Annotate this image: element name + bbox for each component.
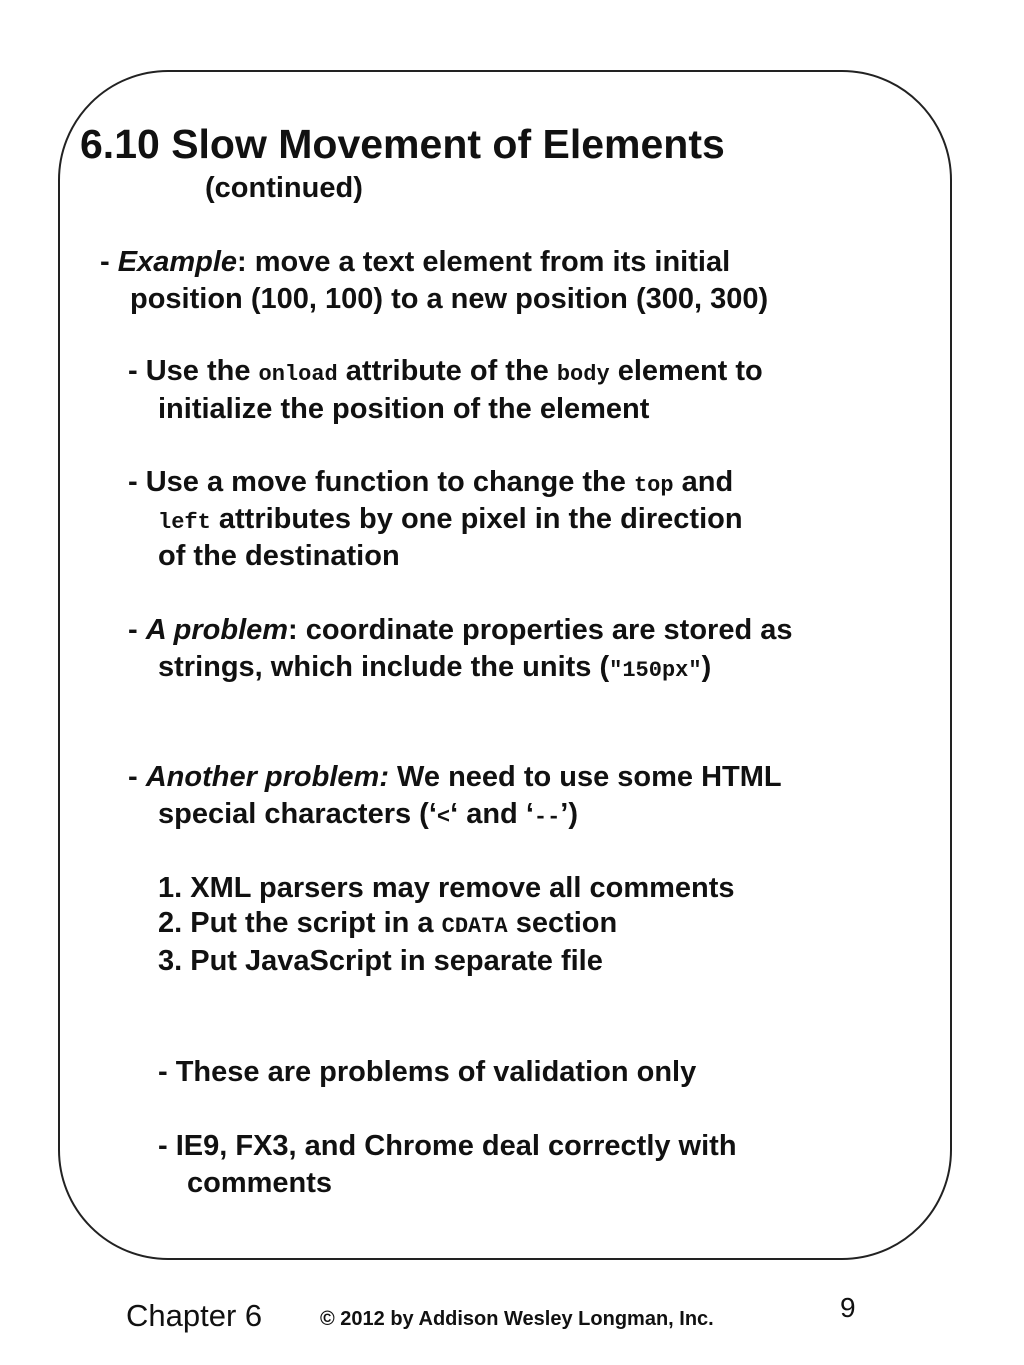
- code-cdata: CDATA: [441, 914, 508, 939]
- numbered-item-2-pre: 2. Put the script in a: [158, 907, 442, 939]
- move-bullet-line-1: [128, 464, 733, 504]
- footer-copyright: © 2012 by Addison Wesley Longman, Inc.: [320, 1308, 714, 1330]
- another-line-2-pre: special characters (‘: [158, 798, 437, 830]
- move-bullet-line-3: of the destination: [158, 540, 400, 572]
- slide-title: 6.10 Slow Movement of Elements: [80, 121, 725, 167]
- problem-text: : coordinate properties are stored as: [288, 614, 793, 646]
- another-bullet-line-2: [158, 796, 578, 836]
- example-line-2: position (100, 100) to a new position (300, 300): [130, 283, 769, 315]
- onload-bullet-mid: attribute of the: [337, 355, 557, 387]
- browser-note-line-1: - IE9, FX3, and Chrome deal correctly with: [158, 1130, 737, 1162]
- code-top: top: [633, 473, 674, 498]
- footer-page-number: 9: [840, 1292, 856, 1323]
- char-double-dash: --: [533, 805, 561, 830]
- example-label: Example: [117, 246, 238, 278]
- char-less-than: <: [436, 805, 451, 830]
- onload-bullet-line-2: initialize the position of the element: [158, 393, 650, 425]
- slide-subtitle: (continued): [205, 172, 363, 204]
- onload-bullet-line-1: [128, 353, 763, 393]
- problem-dash: -: [128, 614, 146, 646]
- problem-bullet-line-2: [158, 649, 711, 689]
- problem-line-2-pre: strings, which include the units (: [158, 651, 610, 683]
- browser-note-line-2: comments: [187, 1167, 333, 1199]
- example-line-1: [100, 244, 730, 280]
- another-text: We need to use some HTML: [389, 761, 782, 793]
- move-bullet-line-2-text: attributes by one pixel in the direction: [210, 503, 743, 535]
- code-150px: "150px": [609, 658, 702, 683]
- numbered-item-3: 3. Put JavaScript in separate file: [158, 945, 603, 977]
- example-text: : move a text element from its initial: [237, 246, 731, 278]
- code-body: body: [556, 362, 610, 387]
- onload-bullet-post: element to: [609, 355, 763, 387]
- numbered-item-2: [158, 905, 617, 945]
- move-bullet-pre: - Use a move function to change the: [128, 466, 634, 498]
- onload-bullet-pre: - Use the: [128, 355, 259, 387]
- code-left: left: [158, 510, 211, 535]
- problem-line-2-post: ): [701, 651, 712, 683]
- another-dash: -: [128, 761, 146, 793]
- example-dash: -: [100, 246, 118, 278]
- another-line-2-mid: ‘ and ‘: [450, 798, 534, 830]
- validation-note: - These are problems of validation only: [158, 1056, 697, 1088]
- numbered-item-1: 1. XML parsers may remove all comments: [158, 872, 735, 904]
- move-bullet-post: and: [673, 466, 734, 498]
- another-bullet-line-1: [128, 759, 782, 795]
- code-onload: onload: [258, 362, 338, 387]
- another-label: Another problem:: [145, 761, 389, 793]
- problem-bullet-line-1: [128, 612, 792, 648]
- problem-label: A problem: [145, 614, 289, 646]
- numbered-item-2-post: section: [507, 907, 618, 939]
- another-line-2-post: ’): [560, 798, 579, 830]
- footer-chapter: Chapter 6: [126, 1298, 263, 1333]
- move-bullet-line-2: [158, 501, 743, 541]
